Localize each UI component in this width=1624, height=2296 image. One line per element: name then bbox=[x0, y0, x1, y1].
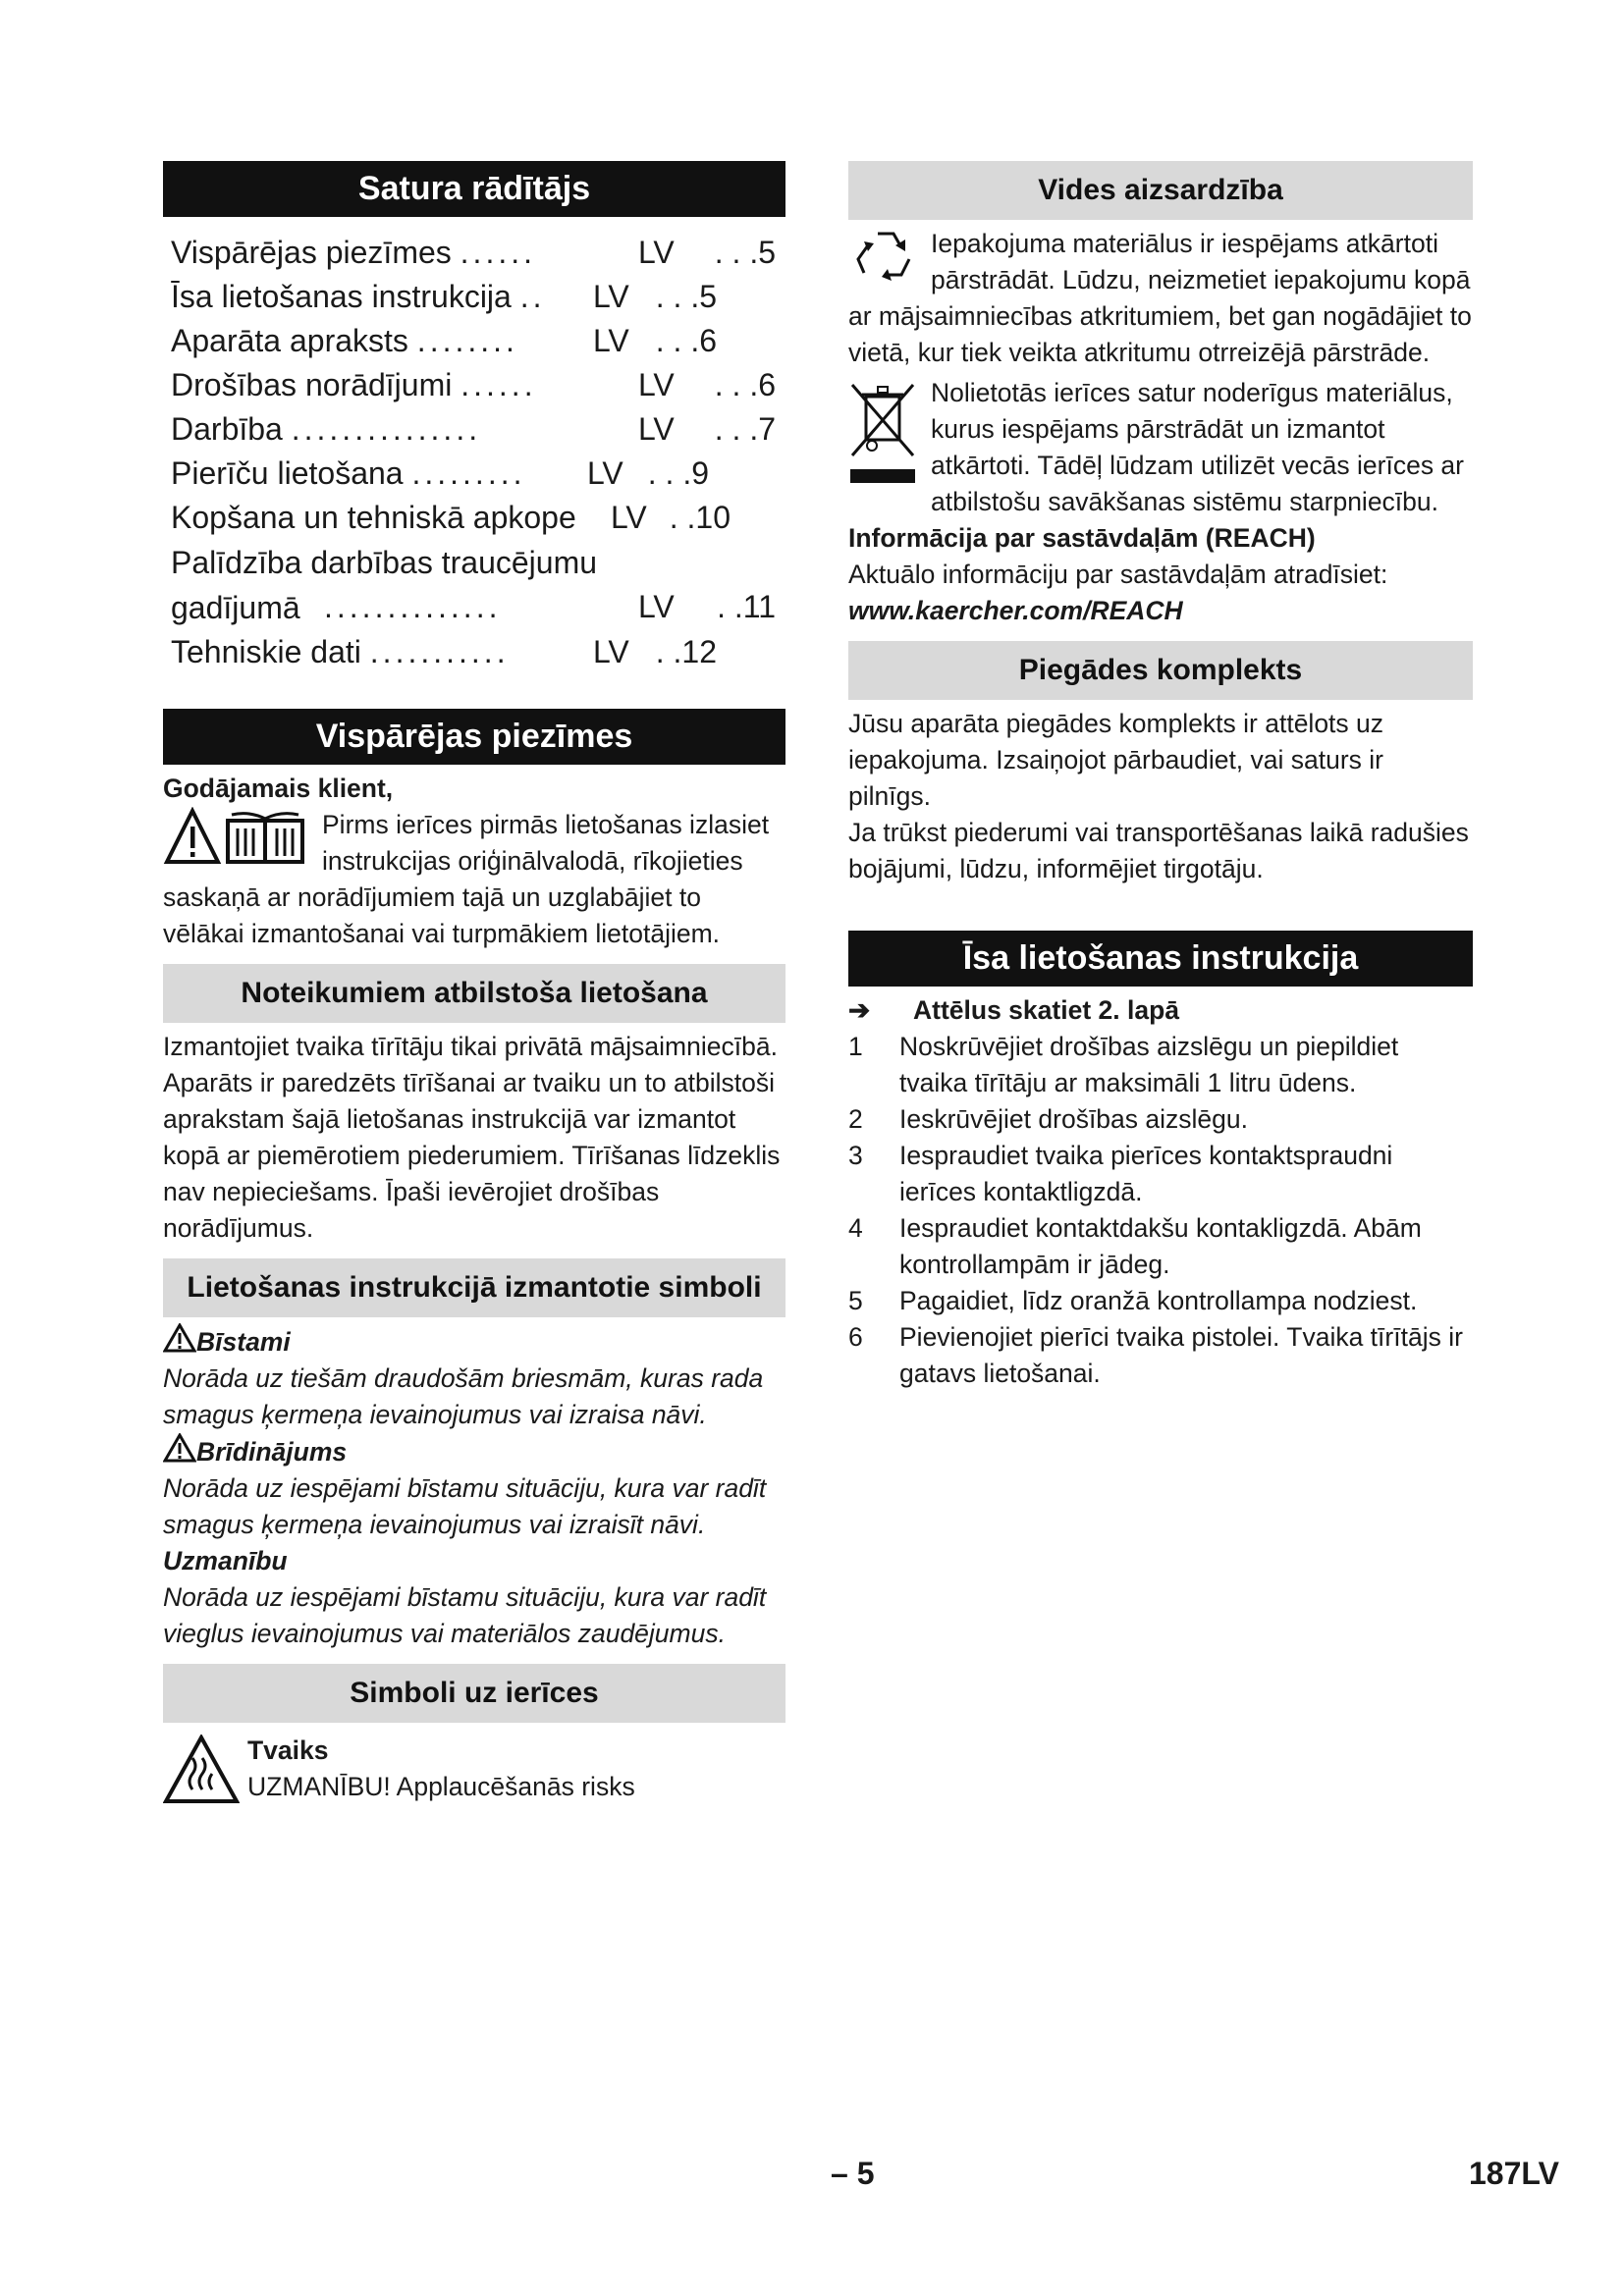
reach-link[interactable]: www.kaercher.com/REACH bbox=[848, 596, 1183, 625]
intended-use-text-1: Izmantojiet tvaika tīrītāju tikai privātā mājsaimniecībā. bbox=[163, 1032, 778, 1061]
toc-ref: LV bbox=[593, 279, 629, 314]
general-notes-heading: Vispārējas piezīmes bbox=[163, 709, 785, 765]
device-symbols-heading: Simboli uz ierīces bbox=[163, 1664, 785, 1723]
environment-body-1: Iepakojuma materiālus ir iespējams atkārtoti pārstrādāt. Lūdzu, neizmetiet iepakojumu kopā ar mājsaimniecības atkritumiem, bet gan nogādājiet to vietā, kur tiek veikta atkritumu otrreizējā pārstrāde. bbox=[848, 229, 1472, 367]
toc-ref: LV bbox=[638, 367, 675, 402]
toc-dots: ........... bbox=[369, 634, 510, 669]
warning-text: Norāda uz iespējami bīstamu situāciju, kura var radīt smagus ķermeņa ievainojumus vai izraisīt nāvi. bbox=[163, 1473, 767, 1539]
danger-title bbox=[163, 1323, 785, 1361]
step-text: Ieskrūvējiet drošības aizslēgu. bbox=[899, 1104, 1248, 1134]
toc-item-title: Īsa lietošanas instrukcija bbox=[171, 279, 512, 314]
toc-page: . . .5 bbox=[714, 235, 776, 270]
recycling-icon bbox=[852, 226, 919, 296]
toc-heading: Satura rādītājs bbox=[163, 161, 785, 217]
danger-title-text: Bīstami bbox=[196, 1327, 291, 1357]
warning-read-manual-icon bbox=[163, 807, 310, 878]
intended-use-heading: Noteikumiem atbilstoša lietošana bbox=[163, 964, 785, 1023]
toc-page: . . .7 bbox=[714, 411, 776, 447]
step-number: 3 bbox=[848, 1141, 863, 1170]
see-figures bbox=[848, 992, 1473, 1029]
toc-dots: ...... bbox=[460, 367, 537, 402]
toc-item[interactable] bbox=[171, 452, 785, 496]
toc-dots: .. bbox=[519, 279, 546, 314]
step-item bbox=[848, 1029, 1473, 1101]
toc-ref: LV bbox=[587, 455, 623, 491]
toc-page: . .11 bbox=[717, 589, 776, 624]
step-number: 6 bbox=[848, 1322, 863, 1352]
environment-heading: Vides aizsardzība bbox=[848, 161, 1473, 220]
right-column bbox=[848, 161, 1473, 1392]
steam-title: Tvaiks bbox=[247, 1735, 329, 1765]
toc-ref: LV bbox=[638, 411, 675, 447]
crossed-bin-icon bbox=[848, 377, 919, 495]
environment-text-1 bbox=[848, 226, 1473, 371]
toc-item[interactable] bbox=[171, 231, 785, 275]
table-of-contents bbox=[163, 231, 785, 674]
toc-item-title: Drošības norādījumi bbox=[171, 367, 453, 402]
delivery-text-2: Ja trūkst piederumi vai transportēšanas laikā radušies bojājumi, lūdzu, informējiet tirgotāju. bbox=[848, 818, 1469, 883]
arrow-right-icon: ➔ bbox=[848, 995, 871, 1025]
step-number: 5 bbox=[848, 1286, 863, 1315]
toc-dots: ...... bbox=[460, 235, 536, 270]
step-item bbox=[848, 1138, 1473, 1210]
steam-text: UZMANĪBU! Applaucēšanās risks bbox=[247, 1772, 635, 1801]
intended-use-text-2: Aparāts ir paredzēts tīrīšanai ar tvaiku un to atbilstoši aprakstam šajā lietošanas instrukcijā var izmantot kopā ar piemērotiem piederumiem. Tīrīšanas līdzeklis nav nepieciešams. Īpaši ievērojiet drošības norādījumus. bbox=[163, 1068, 781, 1243]
toc-item-title: Kopšana un tehniskā apkope bbox=[171, 500, 576, 535]
steam-warning-icon bbox=[163, 1735, 240, 1805]
toc-ref: LV bbox=[593, 323, 629, 358]
toc-ref: LV bbox=[638, 235, 675, 270]
step-item bbox=[848, 1210, 1473, 1283]
toc-item-title: Darbība bbox=[171, 411, 283, 447]
delivery-heading: Piegādes komplekts bbox=[848, 641, 1473, 700]
caution-text: Norāda uz iespējami bīstamu situāciju, kura var radīt vieglus ievainojumus vai materiālos zaudējumus. bbox=[163, 1582, 767, 1648]
toc-page: . . .6 bbox=[655, 323, 717, 358]
reach-text: Aktuālo informāciju par sastāvdaļām atradīsiet: bbox=[848, 560, 1388, 589]
toc-page: . .12 bbox=[655, 634, 717, 669]
step-item bbox=[848, 1283, 1473, 1319]
toc-item-title: Aparāta apraksts bbox=[171, 323, 408, 358]
toc-item[interactable] bbox=[171, 496, 785, 540]
general-notes-text bbox=[163, 807, 785, 952]
toc-page: . .10 bbox=[669, 500, 731, 535]
toc-page: . . .5 bbox=[655, 279, 717, 314]
danger-text: Norāda uz tiešām draudošām briesmām, kuras rada smagus ķermeņa ievainojumus vai izraisa nāvi. bbox=[163, 1363, 764, 1429]
caution-title: Uzmanību bbox=[163, 1546, 288, 1575]
toc-page: . . .6 bbox=[714, 367, 776, 402]
warning-triangle-icon bbox=[163, 1433, 196, 1463]
warning-triangle-icon bbox=[163, 1323, 196, 1353]
warning-title-text: Brīdinājums bbox=[196, 1437, 348, 1467]
page-number: – 5 bbox=[831, 2156, 875, 2191]
toc-item[interactable] bbox=[171, 630, 785, 674]
toc-dots: .............. bbox=[324, 589, 502, 624]
delivery-text-1: Jūsu aparāta piegādes komplekts ir attēlots uz iepakojuma. Izsaiņojot pārbaudiet, vai saturs ir pilnīgs. bbox=[848, 709, 1384, 811]
toc-dots: ......... bbox=[411, 455, 526, 491]
step-text: Iespraudiet tvaika pierīces kontaktspraudni ierīces kontaktligzdā. bbox=[899, 1141, 1393, 1206]
steam-symbol-block bbox=[163, 1733, 785, 1811]
toc-item[interactable] bbox=[171, 275, 785, 319]
step-item bbox=[848, 1319, 1473, 1392]
toc-page: . . .9 bbox=[647, 455, 709, 491]
greeting: Godājamais klient, bbox=[163, 774, 394, 803]
reach-title: Informācija par sastāvdaļām (REACH) bbox=[848, 523, 1316, 553]
toc-item-title: Tehniskie dati bbox=[171, 634, 361, 669]
see-figures-text: Attēlus skatiet 2. lapā bbox=[913, 995, 1179, 1025]
step-text: Pagaidiet, līdz oranžā kontrollampa nodziest. bbox=[899, 1286, 1418, 1315]
step-number: 1 bbox=[848, 1032, 863, 1061]
toc-item-title: Pierīču lietošana bbox=[171, 455, 404, 491]
left-column bbox=[163, 161, 785, 1811]
step-number: 4 bbox=[848, 1213, 863, 1243]
warning-title bbox=[163, 1433, 785, 1470]
toc-item[interactable] bbox=[171, 540, 785, 630]
step-item bbox=[848, 1101, 1473, 1138]
toc-item-title: Palīdzība darbības traucējumu gadījumā bbox=[171, 545, 598, 625]
toc-dots: ............... bbox=[291, 411, 482, 447]
toc-ref: LV bbox=[593, 634, 629, 669]
environment-text-2 bbox=[848, 375, 1473, 520]
general-notes-body: Pirms ierīces pirmās lietošanas izlasiet instrukcijas oriģinālvalodā, rīkojieties saskaņā ar norādījumiem tajā un uzglabājiet to vēlākai izmantošanai vai turpmākiem lietotājiem. bbox=[163, 810, 770, 948]
page-code: 187LV bbox=[1469, 2156, 1559, 2191]
toc-item[interactable] bbox=[171, 363, 785, 407]
quick-start-heading: Īsa lietošanas instrukcija bbox=[848, 931, 1473, 987]
toc-ref: LV bbox=[638, 589, 675, 624]
step-text: Iespraudiet kontaktdakšu kontakligzdā. Abām kontrollampām ir jādeg. bbox=[899, 1213, 1422, 1279]
step-number: 2 bbox=[848, 1104, 863, 1134]
toc-dots: ........ bbox=[416, 323, 518, 358]
step-text: Pievienojiet pierīci tvaika pistolei. Tvaika tīrītājs ir gatavs lietošanai. bbox=[899, 1322, 1463, 1388]
toc-item[interactable] bbox=[171, 319, 785, 363]
environment-body-2: Nolietotās ierīces satur noderīgus materiālus, kurus iespējams pārstrādāt un izmantot atkārtoti. Tādēļ lūdzam utilizēt vecās ierīces ar atbilstošu savākšanas sistēmu starpniecību. bbox=[931, 378, 1464, 516]
toc-ref: LV bbox=[611, 500, 647, 535]
toc-item-title: Vispārējas piezīmes bbox=[171, 235, 452, 270]
step-text: Noskrūvējiet drošības aizslēgu un piepildiet tvaika tīrītāju ar maksimāli 1 litru ūdens. bbox=[899, 1032, 1399, 1097]
symbols-heading: Lietošanas instrukcijā izmantotie simboli bbox=[163, 1258, 785, 1317]
toc-item[interactable] bbox=[171, 407, 785, 452]
